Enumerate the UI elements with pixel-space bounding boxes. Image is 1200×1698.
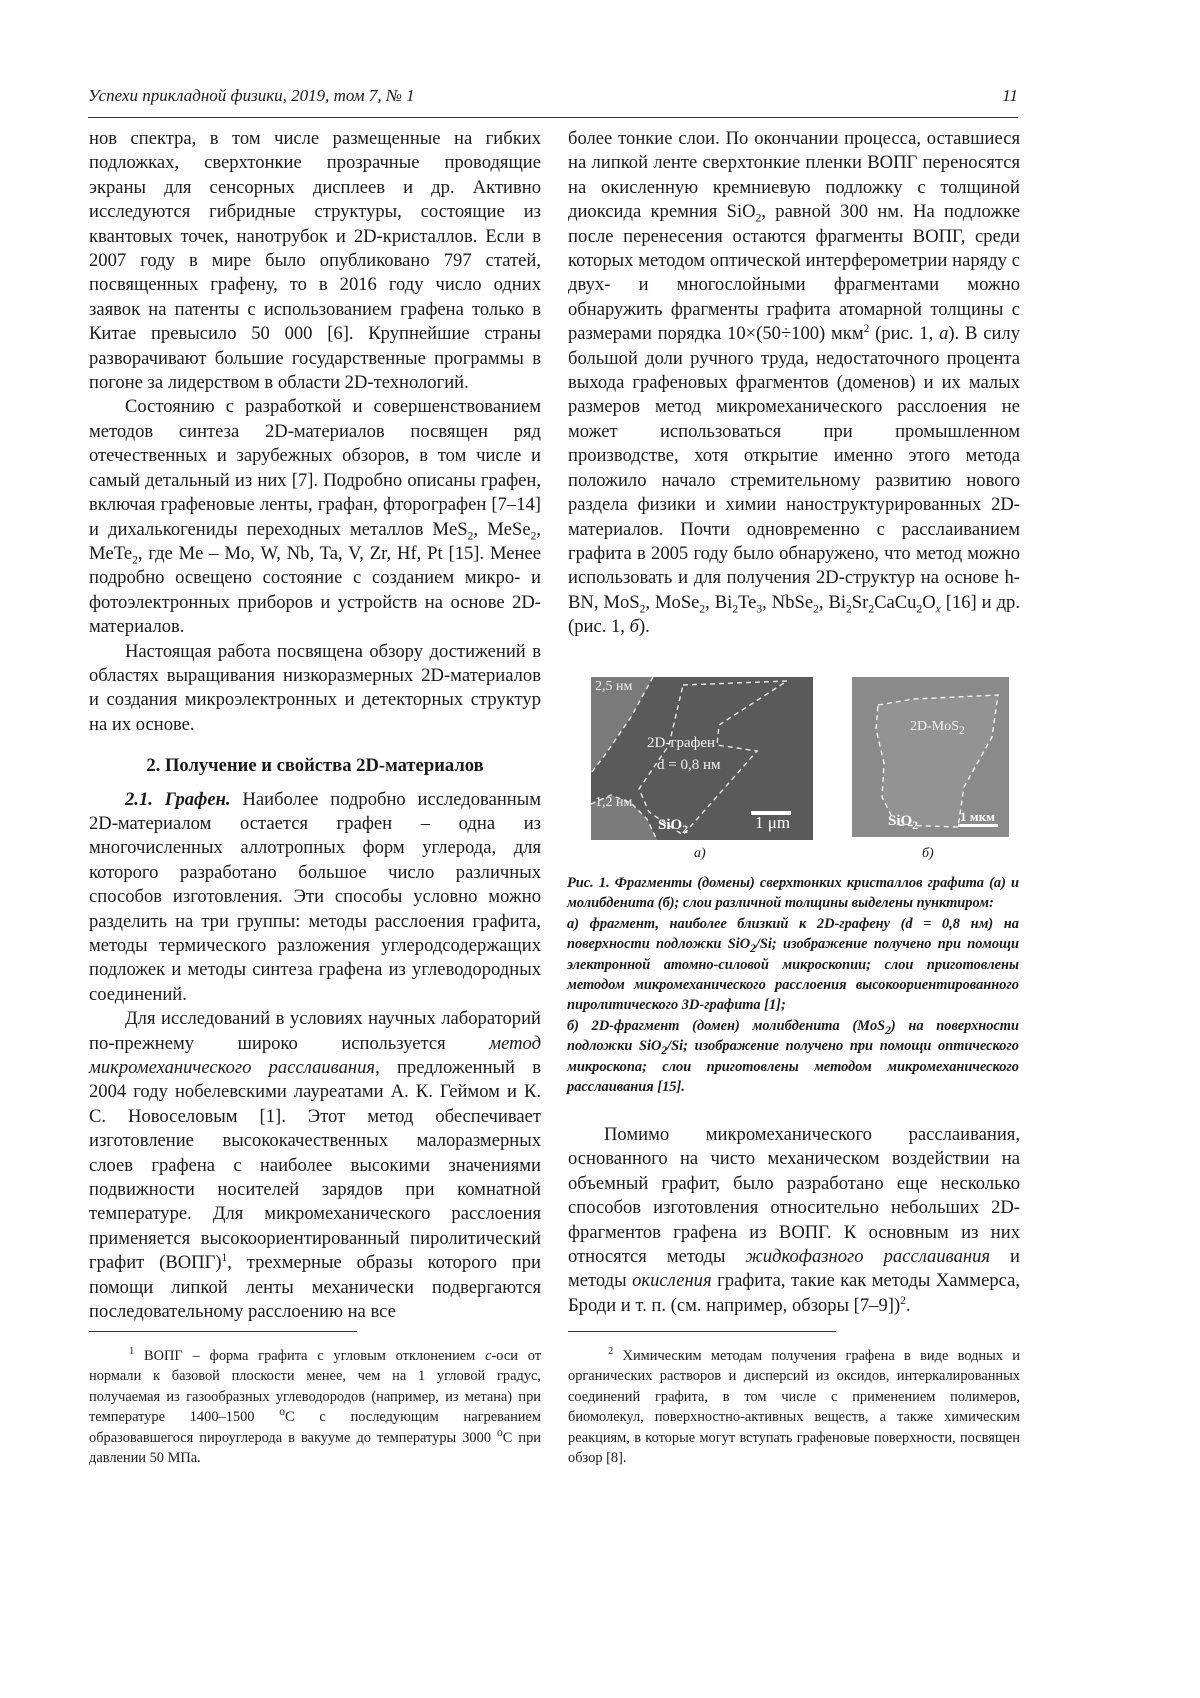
paragraph: 2.1. Графен. Наиболее подробно исследованным 2D-материалом остается графен – одна из многочисленных аллотропных форм углерода, для которого разработано большое число различных способов изготовления. Эти способы условно можно разделить на три группы: методы расслоения графита, методы термического разложения углеродсодержащих подложек и методы синтеза графена из углеводородных соединений.: [89, 788, 541, 1005]
paragraph: более тонкие слои. По окончании процесса, оставшиеся на липкой ленте сверхтонкие пленки ВОПГ переносятся на окисленную кремниевую подложку с толщиной диоксида кремния SiO$_2$, равной 300 нм. На подложке после перенесения остаются фрагменты ВОПГ, среди которых методом оптической интерферометрии наряду с двух- и многослойными фрагментами можно обнаружить фрагменты графита атомарной толщины с размерами порядка 10×(50÷100) мкм$^2$ (рис. 1, а). В силу большой доли ручного труда, недостаточного процента выхода графеновых фрагментов (доменов) и их малых размеров метод микромеханического расслоения не может использоваться при промышленном производстве, хотя открытие именно этого метода положило начало стремительному развитию нового раздела физики и химии наноструктурированных 2D-материалов. Почти одновременно с расслаиванием графита в 2005 году было обнаружено, что метод можно использовать и для получения 2D-структур на основе h-BN, MoS$_2$, MoSe$_2$, $Bi_2Te_3$, NbSe$_2$, $Bi_2Sr_2CaCu_2O_x$ [16] и др. (рис. 1, б).: [568, 128, 1020, 638]
section-heading: 2. Получение и свойства 2D-материалов: [146, 755, 484, 777]
figure-caption: Рис. 1. Фрагменты (домены) сверхтонких кристаллов графита (а) и молибденита (б); слои различной толщины выделены пунктиром: а) фрагмент, наиболее близкий к 2D-графену (d = 0,8 нм) на поверхности подложки SiO$_2$/Si; изображение получено при помощи электронной атомно-силовой микроскопии; слои приготовлены методом микромеханического расслоения высокоориентированного пиролитического 3D-графита [1]; б) 2D-фрагмент (домен) молибденита (MoS$_2$) на поверхности подложки SiO$_2$/Si; изображение получено при помощи оптического микроскопа; слои приготовлены методом микромеханического расслаивания [15].: [567, 875, 1020, 1096]
footnote-ref: 1: [221, 1252, 228, 1265]
paragraph: нов спектра, в том числе размещенные на гибких подложках, сверхтонкие прозрачные проводящие экраны для сенсорных дисплеев и др. Активно исследуются гибридные структуры, состоящие из квантовых точек, нанотрубок и 2D-кристаллов. Если в 2007 году в мире было опубликовано 797 статей, посвященных графену, то в 2016 году число одних заявок на патенты с использованием графена только в Китае превысило 50 000 [6]. Крупнейшие страны разворачивают большие государственные программы в погоне за лидерством в области 2D-технологий.: [89, 128, 541, 394]
paragraph: Помимо микромеханического расслаивания, основанного на чисто механическом воздействии на объемный графит, было разработано еще несколько способов изготовления относительно небольших 2D-фрагментов графена из ВОПГ. К основным из них относятся методы жидкофазного расслаивания и методы окисления графита, такие как методы Хаммерса, Броди и т. п. (см. например, обзоры [7–9])$^2$.: [568, 1124, 1020, 1316]
paragraph: Для исследований в условиях научных лабораторий по-прежнему широко используется метод микромеханического расслаивания, предложенный в 2004 году нобелевскими лауреатами А. К. Геймом и К. С. Новоселовым [1]. Этот метод обеспечивает изготовление высококачественных малоразмерных слоев графена с наиболее высокими значениями подвижности носителей зарядов при комнатной температуре. Для микромеханического расслоения применяется высокоориентированный пиролитический графит (ВОПГ)$^1$, трехмерные образы которого при помощи липкой ленты механически подвергаются последовательному расслоению на все: [89, 1008, 541, 1323]
footnote-1: $^1$ ВОПГ – форма графита с угловым отклонением с-оси от нормали к базовой плоскости менее, чем на 1 угловой градус, получаемая из газообразных углеводородов (например, из метана) при температуре 1400–1500 $^o$С с последующим нагреванием образовавшегося пироуглерода в вакууме до температуры 3000 $^o$С при давлении 50 МПа.: [89, 1346, 541, 1467]
left-column: [89, 127, 541, 1325]
footnote-rule: [568, 1331, 836, 1332]
footnote-rule: [89, 1331, 357, 1332]
scale-bar-label: 1 мкм: [960, 809, 995, 824]
figure-1b-optical-image: [852, 677, 1009, 837]
right-column-lower: [568, 1123, 1020, 1318]
mos2-label: 2D-MoS$_2$: [910, 719, 965, 737]
thickness-label-1-2: 1,2 нм: [595, 795, 633, 810]
figure-panel-label-a: а): [694, 846, 706, 861]
subsection-heading: 2.1. Графен.: [125, 788, 231, 810]
paragraph: Настоящая работа посвящена обзору достижений в областях выращивания низкоразмерных 2D-материалов и создания микроэлектронных и детекторных структур на их основе.: [89, 640, 541, 735]
thickness-label-2-5: 2,5 нм: [595, 679, 633, 694]
figure-1a-afm-image: [591, 677, 813, 840]
substrate-label: SiO$_2$: [658, 817, 688, 836]
running-header: [88, 86, 1018, 114]
page-number: 11: [1002, 86, 1018, 105]
footnote-ref: 2: [900, 1294, 906, 1307]
header-rule: [88, 117, 1018, 118]
graphene-label: 2D-графен: [647, 735, 716, 751]
journal-title: Успехи прикладной физики, 2019, том 7, № 1: [88, 86, 415, 105]
scale-bar-label: 1 μm: [755, 813, 791, 832]
thickness-label-d: d = 0,8 нм: [657, 757, 721, 773]
paragraph: Состоянию с разработкой и совершенствованием методов синтеза 2D-материалов посвящен ряд отечественных и зарубежных обзоров, в том числе и самый детальный из них [7]. Подробно описаны графен, включая графеновые ленты, графан, фторографен [7–14] и дихалькогениды переходных металлов MeS$_2$, MeSe$_2$, MeTe$_2$, где Me – Mo, W, Nb, Ta, V, Zr, Hf, Pt [15]. Менее подробно освещено состояние с созданием микро- и фотоэлектронных приборов и устройств на основе 2D-материалов.: [89, 396, 541, 638]
right-column: [568, 127, 1020, 640]
footnote-2: $^2$ Химическим методам получения графена в виде водных и органических растворов и дисперсий из оксидов, интеркалированных соединений графита, в том числе с применением полимеров, биомолекул, поверхностно-активных веществ, а также химическим реакциям, в которые могут вступать графеновые поверхности, посвящен обзор [8].: [568, 1346, 1020, 1467]
substrate-label: SiO$_2$: [888, 813, 918, 832]
figure-panel-label-b: б): [922, 846, 934, 861]
